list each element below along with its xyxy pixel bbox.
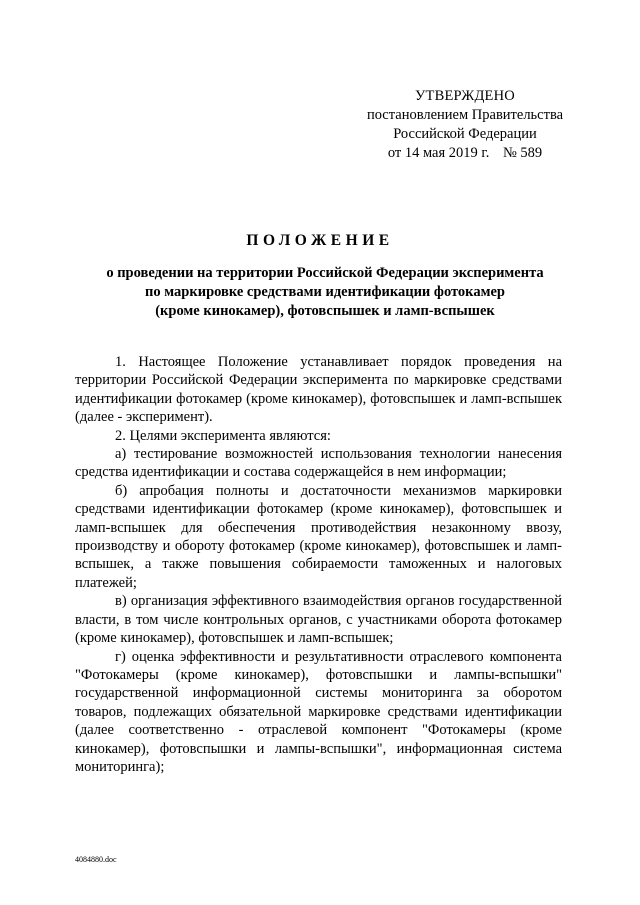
paragraph-2: 2. Целями эксперимента являются: xyxy=(115,427,331,444)
approval-number: 589 xyxy=(520,145,543,161)
subtitle-line-3: (кроме кинокамер), фотовспышек и ламп-вспышек xyxy=(155,303,495,319)
approval-block xyxy=(355,87,575,163)
subtitle-line-2: по маркировке средствами идентификации фотокамер xyxy=(145,284,505,300)
approval-line-2: Российской Федерации xyxy=(393,126,537,142)
document-body xyxy=(75,353,562,776)
approval-line-1: постановлением Правительства xyxy=(366,107,564,123)
approval-date-number xyxy=(355,144,575,163)
paragraph-2d: г) оценка эффективности и результативности отраслевого компонента "Фотокамеры (кроме кинокамер), фотовспышки и лампы-вспышки" государственной информационной системы мониторинга за оборотом товаров, подлежащих обязательной маркировке средствами идентификации (далее соответственно - отраслевой компонент "Фотокамеры (кроме кинокамер), фотовспышки и лампы-вспышки", информационная система мониторинга); xyxy=(75,648,562,775)
approval-number-label: № xyxy=(502,145,517,161)
document-subtitle xyxy=(75,264,575,321)
approval-date: от 14 мая 2019 г. xyxy=(387,145,490,161)
paragraph-2c: в) организация эффективного взаимодействия органов государственной власти, в том числе контрольных органов, с участниками оборота фотокамер (кроме кинокамер), фотовспышек и ламп-вспышек; xyxy=(75,593,562,647)
file-name-footer: 4084880.doc xyxy=(75,855,117,864)
subtitle-line-1: о проведении на территории Российской Федерации эксперимента xyxy=(106,265,544,281)
paragraph-2b: б) апробация полноты и достаточности механизмов маркировки средствами идентификации фотокамер (кроме кинокамер), фотовспышек и ламп-вспышек для обеспечения противодействия незаконному ввозу, производству и обороту фотокамер (кроме кинокамер), фотовспышек и ламп-вспышек, а также повышения собираемости таможенных и налоговых платежей; xyxy=(75,482,562,591)
approval-stamp: УТВЕРЖДЕНО xyxy=(415,88,515,104)
paragraph-2a: а) тестирование возможностей использования технологии нанесения средства идентификации и состава содержащейся в нем информации; xyxy=(75,446,562,481)
document-title: ПОЛОЖЕНИЕ xyxy=(246,232,394,249)
paragraph-1: 1. Настоящее Положение устанавливает порядок проведения на территории Российской Федерации эксперимента по маркировке средствами идентификации фотокамер (кроме кинокамер), фотовспышек и ламп-вспышек (далее - эксперимент). xyxy=(75,354,562,426)
